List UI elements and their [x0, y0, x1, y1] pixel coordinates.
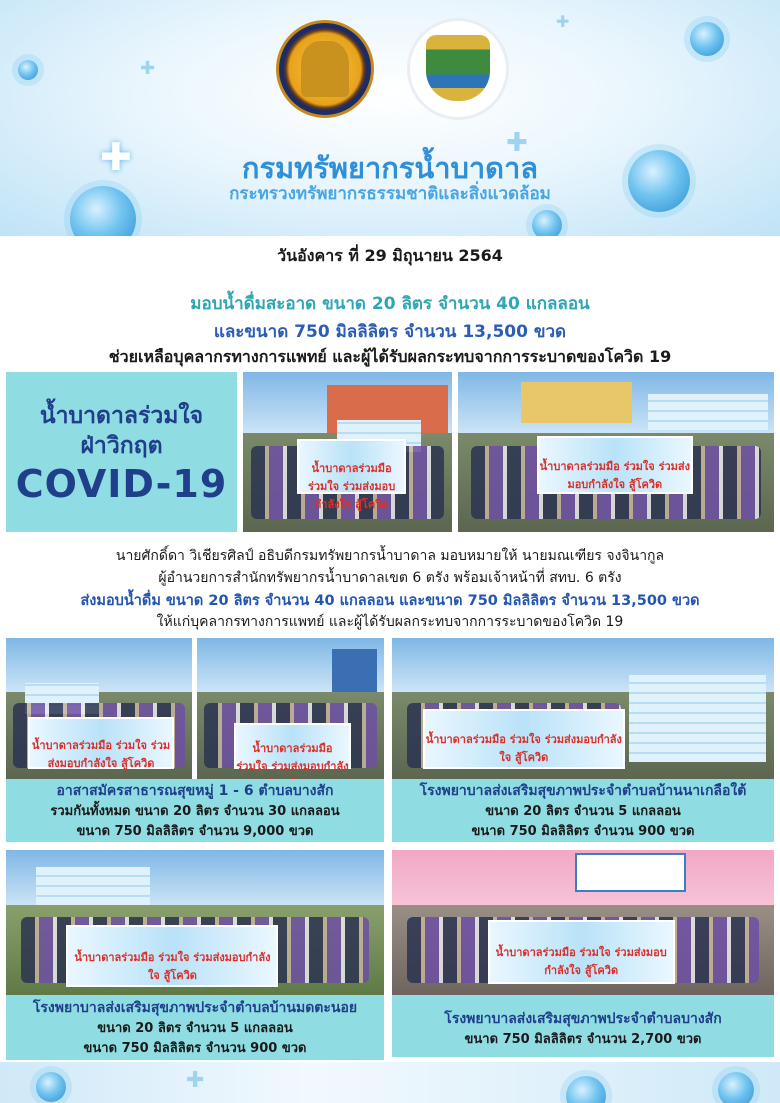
medical-cross-icon: ✚ [100, 135, 132, 179]
groundwater-department-logo [276, 20, 374, 118]
recipient-4-detail-1: ขนาด 750 มิลลิลิตร จำนวน 2,700 ขวด [464, 1032, 702, 1047]
recipient-1-detail-2: ขนาด 750 มิลลิลิตร จำนวน 9,000 ขวด [76, 824, 314, 839]
recipient-caption-4 [392, 995, 774, 1057]
headline-line-3: ช่วยเหลือบุคลากรทางการแพทย์ และผู้ได้รับผลกระทบจากการระบาดของโควิด 19 [108, 347, 672, 366]
org-title: กรมทรัพยากรน้ำบาดาล [241, 151, 539, 185]
recipient-caption-1 [6, 779, 384, 842]
medical-cross-icon: ✚ [186, 1068, 205, 1093]
headline-line-1: มอบน้ำดื่มสะอาด ขนาด 20 ลิตร จำนวน 40 แกลลอน [190, 294, 590, 314]
recipient-4-title: โรงพยาบาลส่งเสริมสุขภาพประจำตำบลบางสัก [444, 1011, 722, 1027]
org-subtitle: กระทรวงทรัพยากรธรรมชาติและสิ่งแวดล้อม [229, 184, 551, 204]
recipient-caption-2 [392, 779, 774, 842]
campaign-title-covid: COVID-19 [15, 462, 228, 506]
photo-recipient-1a [6, 638, 192, 779]
campaign-banner: น้ำบาดาลร่วมมือ ร่วมใจ ร่วมส่งมอบกำลังใจ สู้โควิด [423, 709, 626, 769]
virus-decoration-icon [532, 210, 562, 236]
photo-handover-1 [243, 372, 452, 532]
photo-handover-2 [458, 372, 774, 532]
recipient-2-title: โรงพยาบาลส่งเสริมสุขภาพประจำตำบลบ้านนาเกลือใต้ [419, 783, 747, 799]
campaign-banner: น้ำบาดาลร่วมมือ ร่วมใจ ร่วมส่งมอบกำลังใจ สู้โควิด [297, 439, 406, 494]
provincial-emblem-logo [407, 18, 509, 120]
campaign-title-line-2: ฝ่าวิกฤต [80, 433, 163, 459]
recipient-caption-3 [6, 995, 384, 1060]
recipient-2-detail-2: ขนาด 750 มิลลิลิตร จำนวน 900 ขวด [471, 824, 695, 839]
header-banner [0, 0, 780, 236]
medical-cross-icon: ✚ [506, 128, 528, 158]
campaign-banner: น้ำบาดาลร่วมมือ ร่วมใจ ร่วมส่งมอบกำลังใจ สู้โควิด [28, 717, 173, 769]
medical-cross-icon: ✚ [140, 58, 156, 79]
headline-line-2: และขนาด 750 มิลลิลิตร จำนวน 13,500 ขวด [213, 322, 567, 342]
footer-decoration [0, 1062, 780, 1103]
event-date: วันอังคาร ที่ 29 มิถุนายน 2564 [277, 246, 503, 265]
campaign-banner: น้ำบาดาลร่วมมือ ร่วมใจ ร่วมส่งมอบกำลังใจ สู้โควิด [537, 436, 693, 494]
body-line-2: ผู้อำนวยการสำนักทรัพยากรน้ำบาดาลเขต 6 ตรัง พร้อมเจ้าหน้าที่ สทบ. 6 ตรัง [158, 570, 622, 586]
recipient-1-detail-1: รวมกันทั้งหมด ขนาด 20 ลิตร จำนวน 30 แกลลอน [50, 804, 340, 819]
virus-decoration-icon [36, 1072, 66, 1102]
virus-decoration-icon [690, 22, 724, 56]
recipient-3-detail-2: ขนาด 750 มิลลิลิตร จำนวน 900 ขวด [83, 1041, 307, 1056]
photo-recipient-1b [197, 638, 384, 779]
campaign-banner: น้ำบาดาลร่วมมือ ร่วมใจ ร่วมส่งมอบกำลัง [234, 723, 350, 769]
virus-decoration-icon [566, 1076, 606, 1103]
recipient-2-detail-1: ขนาด 20 ลิตร จำนวน 5 แกลลอน [485, 804, 681, 819]
virus-decoration-icon [718, 1072, 754, 1103]
campaign-title-line-1: น้ำบาดาลร่วมใจ [39, 403, 204, 429]
photo-recipient-3 [6, 850, 384, 995]
medical-cross-icon: ✚ [556, 12, 570, 31]
virus-decoration-icon [18, 60, 38, 80]
recipient-3-detail-1: ขนาด 20 ลิตร จำนวน 5 แกลลอน [97, 1021, 293, 1036]
campaign-banner: น้ำบาดาลร่วมมือ ร่วมใจ ร่วมส่งมอบกำลังใจ สู้โควิด [488, 920, 675, 985]
photo-recipient-2 [392, 638, 774, 779]
body-line-1: นายศักดิ์ดา วิเชียรศิลป์ อธิบดีกรมทรัพยากรน้ำบาดาล มอบหมายให้ นายมณเฑียร จงจินากูล [115, 548, 665, 564]
photo-recipient-4 [392, 850, 774, 995]
body-line-3: ส่งมอบน้ำดื่ม ขนาด 20 ลิตร จำนวน 40 แกลลอน และขนาด 750 มิลลิลิตร จำนวน 13,500 ขวด [80, 593, 700, 609]
recipient-3-title: โรงพยาบาลส่งเสริมสุขภาพประจำตำบลบ้านมดตะนอย [32, 1000, 358, 1016]
recipient-1-title: อาสาสมัครสาธารณสุขหมู่ 1 - 6 ตำบลบางสัก [56, 783, 334, 799]
campaign-banner: น้ำบาดาลร่วมมือ ร่วมใจ ร่วมส่งมอบกำลังใจ สู้โควิด [66, 925, 278, 987]
body-line-4: ให้แก่บุคลากรทางการแพทย์ และผู้ได้รับผลกระทบจากการระบาดของโควิด 19 [156, 614, 624, 630]
